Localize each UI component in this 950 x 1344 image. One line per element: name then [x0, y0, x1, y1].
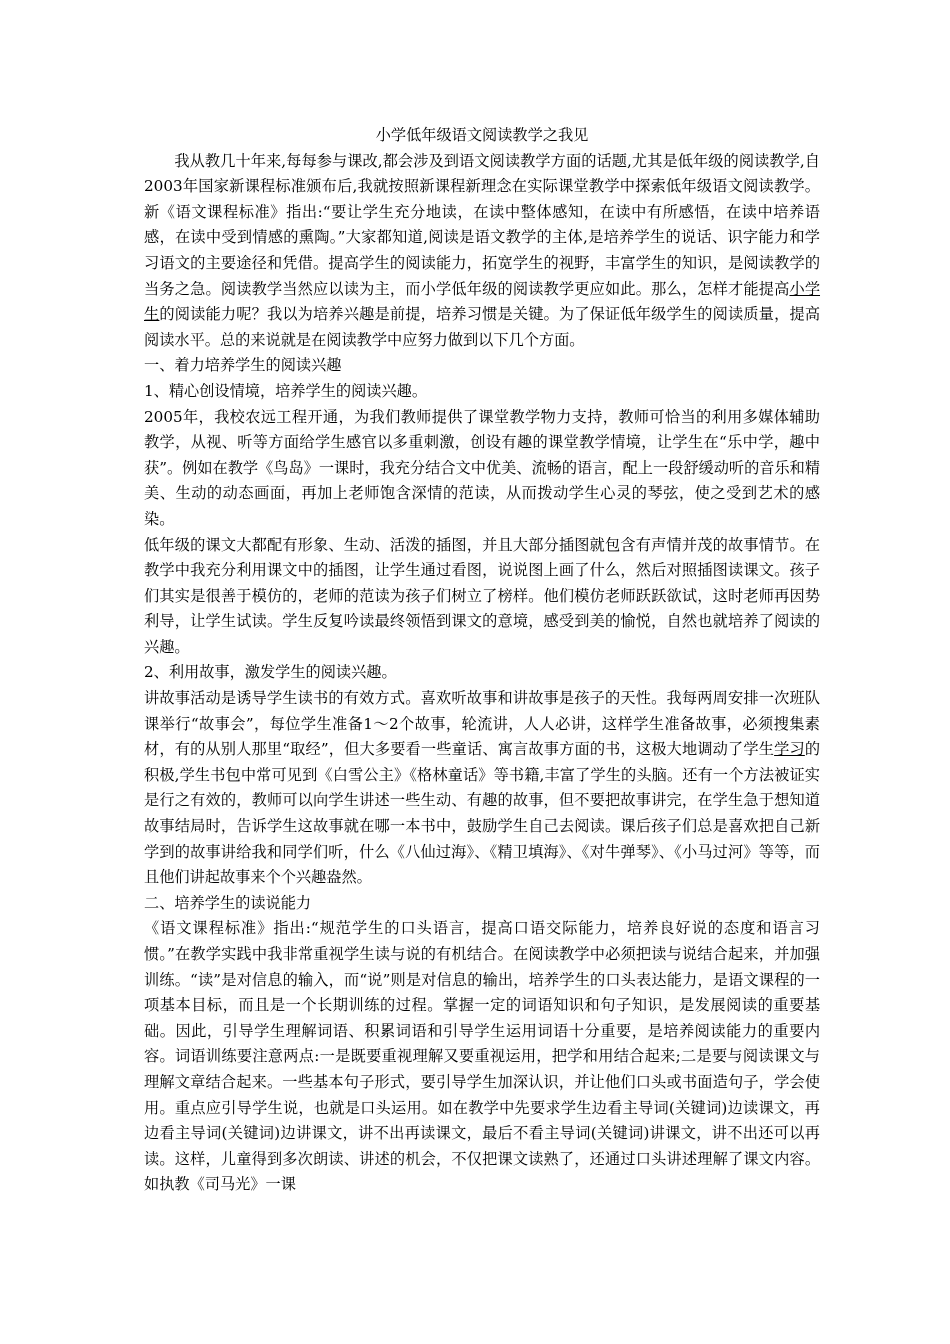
- paragraph-3: [144, 686, 820, 891]
- intro-text-a: 我从教几十年来,每每参与课改,都会涉及到语文阅读教学方面的话题,尤其是低年级的阅读教学,自2003年国家新课程标准颁布后,我就按照新课程新理念在实际课堂教学中探索低年级语文阅读教学。新《语文课程标准》指出:“要让学生充分地读，在读中整体感知，在读中有所感悟，在读中培养语感，在读中受到情感的熏陶。”大家都知道,阅读是语文教学的主体,是培养学生的说话、识字能力和学习语文的主要途径和凭借。提高学生的阅读能力，拓宽学生的视野，丰富学生的知识，是阅读教学的当务之急。阅读教学当然应以读为主，而小学低年级的阅读教学更应如此。那么，怎样才能提高: [144, 151, 820, 298]
- section-heading-2: 二、培养学生的读说能力: [144, 893, 312, 912]
- paragraph-2: 低年级的课文大都配有形象、生动、活泼的插图，并且大部分插图就包含有声情并茂的故事情节。在教学中我充分利用课文中的插图，让学生通过看图，说说图上画了什么，然后对照插图读课文。孩子们其实是很善于模仿的，老师的范读为孩子们树立了榜样。他们模仿老师跃跃欲试，这时老师再因势利导，让学生试读。学生反复吟读最终领悟到课文的意境，感受到美的愉悦，自然也就培养了阅读的兴趣。: [144, 535, 820, 656]
- intro-text-b: 的阅读能力呢？我以为培养兴趣是前提，培养习惯是关键。为了保证低年级学生的阅读质量，提高阅读水平。总的来说就是在阅读教学中应努力做到以下几个方面。: [144, 305, 821, 349]
- paragraph-3-link-xuexi[interactable]: 学习: [774, 740, 805, 759]
- subheading-1: 1、精心创设情境，培养学生的阅读兴趣。: [144, 381, 428, 400]
- paragraph-4: 《语文课程标准》指出:“规范学生的口头语言，提高口语交际能力，培养良好说的态度和语言习惯。”在教学实践中我非常重视学生读与说的有机结合。在阅读教学中必须把读与说结合起来，并加强训练。“读”是对信息的输入，而“说”则是对信息的输出，培养学生的口头表达能力，是语文课程的一项基本目标，而且是一个长期训练的过程。掌握一定的词语知识和句子知识，是发展阅读的重要基础。因此，引导学生理解词语、积累词语和引导学生运用词语十分重要，是培养阅读能力的重要内容。词语训练要注意两点:一是既要重视理解又要重视运用，把学和用结合起来;二是要与阅读课文与理解文章结合起来。一些基本句子形式，要引导学生加深认识，并让他们口头或书面造句子，学会使用。重点应引导学生说，也就是口头运用。如在教学中先要求学生边看主导词(关键词)边读课文，再边看主导词(关键词)边讲课文，讲不出再读课文，最后不看主导词(关键词)讲课文，讲不出还可以再读。这样，儿童得到多次朗读、讲述的机会，不仅把课文读熟了，还通过口头讲述理解了课文内容。如执教《司马光》一课: [144, 919, 820, 1194]
- intro-link-xiaoxuesheng[interactable]: 小学生: [144, 279, 821, 324]
- section-heading-1: 一、着力培养学生的阅读兴趣: [144, 356, 342, 375]
- paragraph-3-text-a: 讲故事活动是诱导学生读书的有效方式。喜欢听故事和讲故事是孩子的天性。我每两周安排一次班队课举行“故事会”，每位学生准备1～2个故事，轮流讲，人人必讲，这样学生准备故事，必须搜集素材，有的从别人那里“取经”，但大多要看一些童话、寓言故事方面的书，这极大地调动了学生: [144, 689, 820, 759]
- paragraph-1: 2005年，我校农远工程开通，为我们教师提供了课堂教学物力支持，教师可恰当的利用多媒体辅助教学，从视、听等方面给学生感官以多重刺激，创设有趣的课堂教学情境，让学生在“乐中学，趣中获”。例如在教学《鸟岛》一课时，我充分结合文中优美、流畅的语言，配上一段舒缓动听的音乐和精美、生动的动态画面，再加上老师饱含深情的范读，从而拨动学生心灵的琴弦，使之受到艺术的感染。: [144, 407, 821, 528]
- intro-paragraph: [144, 149, 820, 354]
- document-body: [144, 123, 820, 1198]
- subheading-2: 2、利用故事，激发学生的阅读兴趣。: [144, 663, 397, 682]
- document-title: 小学低年级语文阅读教学之我见: [375, 126, 589, 144]
- paragraph-3-text-b: 的积极,学生书包中常可见到《白雪公主》《格林童话》等书籍,丰富了学生的头脑。还有一个方法被证实是行之有效的，教师可以向学生讲述一些生动、有趣的故事，但不要把故事讲完，在学生急于想知道故事结局时，告诉学生这故事就在哪一本书中，鼓励学生自己去阅读。课后孩子们总是喜欢把自己新学到的故事讲给我和同学们听，什么《八仙过海》、《精卫填海》、《对牛弹琴》、《小马过河》等等，而且他们讲起故事来个个兴趣盎然。: [144, 740, 821, 887]
